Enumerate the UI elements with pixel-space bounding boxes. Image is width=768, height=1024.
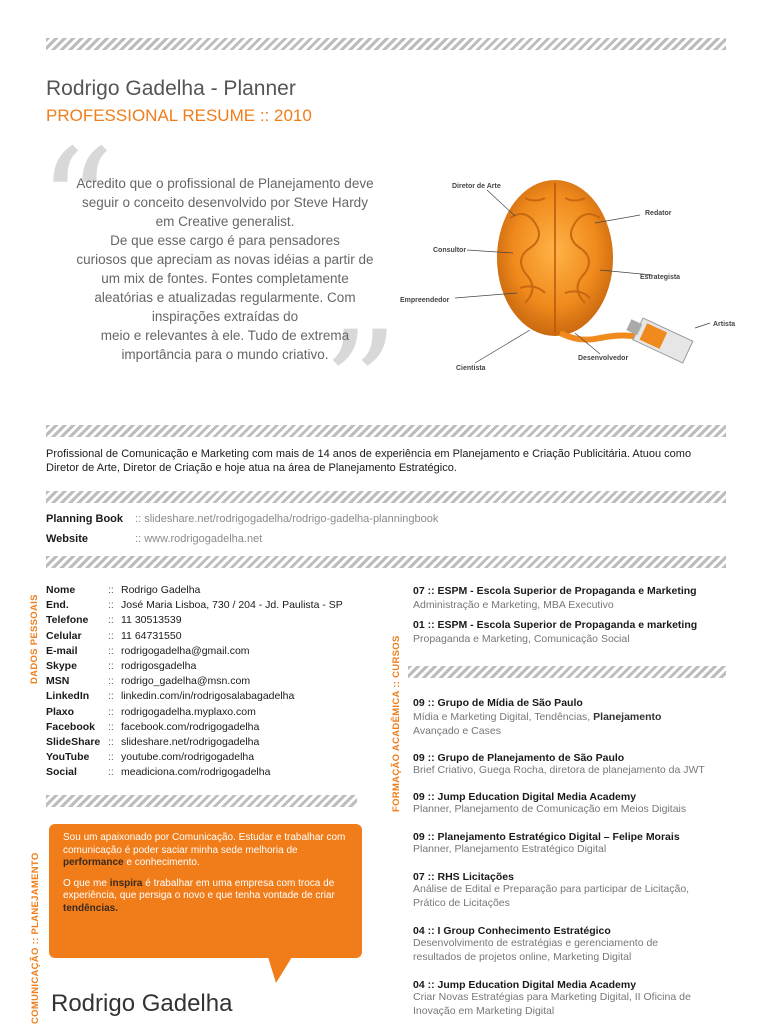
- personal-key: SlideShare: [46, 735, 101, 748]
- brain-label: Empreendedor: [400, 297, 450, 304]
- course-desc-text: Mídia e Marketing Digital, Tendências,: [413, 711, 594, 723]
- personal-value: 11 30513539: [121, 614, 182, 627]
- education-desc: Administração e Marketing, MBA Executivo: [413, 599, 614, 611]
- course-title: 07 :: RHS Licitações: [413, 871, 514, 883]
- personal-value: 11 64731550: [121, 629, 182, 642]
- bubble-text: Sou um apaixonado por Comunicação. Estudar e trabalhar com comunicação é poder saciar minha sede melhoria de: [63, 832, 346, 856]
- personal-sep: ::: [108, 751, 114, 764]
- course-entry: [413, 791, 686, 817]
- course-desc: Avançado e Cases: [413, 724, 501, 737]
- course-desc: Prático de Licitações: [413, 896, 510, 909]
- personal-sep: ::: [108, 735, 114, 748]
- brain-label: Artista: [713, 321, 736, 328]
- quote-text: [60, 174, 390, 364]
- education-entry: [413, 585, 697, 613]
- personal-key: MSN: [46, 675, 70, 688]
- quote-line: meio e relevantes à ele. Tudo de extrema: [100, 328, 350, 343]
- divider-stripe: [408, 666, 726, 678]
- personal-row: [46, 736, 343, 751]
- course-desc: resultados de projetos online, Marketing Digital: [413, 950, 632, 963]
- bubble-text: O que me: [63, 877, 110, 889]
- personal-key: End.: [46, 599, 69, 612]
- personal-key: Social: [46, 766, 77, 779]
- course-desc: Planner, Planejamento Estratégico Digital: [413, 843, 607, 855]
- course-entry: [413, 871, 689, 910]
- planning-book-link[interactable]: :: slideshare.net/rodrigogadelha/rodrigo-gadelha-planningbook: [135, 513, 439, 525]
- personal-sep: ::: [108, 614, 114, 627]
- website-label: Website: [46, 533, 88, 545]
- brain-label: Consultor: [433, 247, 467, 254]
- course-title: 09 :: Grupo de Mídia de São Paulo: [413, 697, 583, 709]
- planning-book-row: [46, 513, 438, 525]
- personal-sep: ::: [108, 705, 114, 718]
- quote-line: importância para o mundo criativo.: [121, 347, 329, 362]
- personal-data-table: [46, 584, 343, 781]
- course-desc-highlight: Planejamento: [593, 711, 662, 723]
- brain-label: Desenvolvedor: [578, 355, 629, 362]
- close-quote-icon: ”: [322, 300, 399, 474]
- divider-stripe: [46, 38, 726, 50]
- personal-key: LinkedIn: [46, 690, 90, 703]
- course-title: 09 :: Grupo de Planejamento de São Paulo: [413, 752, 625, 764]
- bubble-text: é trabalhar em uma empresa com troca de experiência, que persiga o novo e que tenha vontade de criar: [63, 877, 335, 901]
- quote-line: Acredito que o profissional de Planejamento deve: [76, 176, 374, 191]
- course-title: 04 :: Jump Education Digital Media Academy: [413, 979, 637, 991]
- planning-book-label: Planning Book: [46, 513, 123, 525]
- personal-row: [46, 645, 343, 660]
- bubble-highlight: inspira: [109, 877, 143, 889]
- brain-label: Diretor de Arte: [452, 183, 501, 190]
- education-desc: Propaganda e Marketing, Comunicação Social: [413, 633, 630, 645]
- personal-row: [46, 706, 343, 721]
- personal-key: Celular: [46, 629, 82, 642]
- personal-sep: ::: [108, 584, 114, 596]
- personal-key: Skype: [46, 659, 77, 672]
- brain-label: Cientista: [456, 365, 486, 372]
- website-row: [46, 533, 262, 545]
- quote-line: seguir o conceito desenvolvido por Steve Hardy: [82, 195, 368, 210]
- education-entry: [413, 619, 697, 647]
- personal-row: [46, 630, 343, 645]
- website-link[interactable]: :: www.rodrigogadelha.net: [135, 533, 263, 545]
- bubble-highlight: performance: [63, 857, 124, 868]
- course-entry: [413, 752, 705, 778]
- divider-stripe: [46, 491, 726, 503]
- course-entry: [413, 831, 680, 857]
- personal-key: YouTube: [46, 751, 90, 764]
- personal-sep: ::: [108, 659, 114, 672]
- personal-row: [46, 660, 343, 675]
- footer-name: Rodrigo Gadelha: [51, 990, 233, 1017]
- bubble-text: e conhecimento.: [123, 857, 200, 868]
- personal-sep: ::: [108, 644, 114, 657]
- page-title: Rodrigo Gadelha - Planner: [46, 77, 296, 100]
- personal-key: Plaxo: [46, 705, 75, 718]
- personal-row: [46, 690, 343, 705]
- course-desc: [413, 711, 661, 725]
- education-title: 07 :: ESPM - Escola Superior de Propaganda e Marketing: [413, 585, 697, 597]
- course-entry: [413, 697, 661, 738]
- subtitle-year: 2010: [274, 106, 312, 125]
- bubble-highlight: tendências.: [63, 902, 119, 914]
- divider-stripe: [46, 795, 357, 807]
- personal-value[interactable]: facebook.com/rodrigogadelha: [121, 720, 260, 733]
- personal-row: [46, 599, 343, 614]
- personal-row: [46, 584, 343, 599]
- course-title: 04 :: I Group Conhecimento Estratégico: [413, 925, 611, 937]
- personal-key: Telefone: [46, 614, 89, 627]
- personal-value: rodrigosgadelha: [121, 659, 197, 672]
- quote-line: curiosos que apreciam as novas idéias a partir de: [76, 252, 374, 267]
- bubble-paragraph: [63, 878, 348, 916]
- personal-row: [46, 614, 343, 629]
- course-entry: [413, 925, 658, 964]
- personal-sep: ::: [108, 629, 114, 642]
- personal-row: [46, 751, 343, 766]
- brain-illustration: [395, 158, 755, 388]
- personal-value[interactable]: youtube.com/rodrigogadelha: [121, 751, 255, 764]
- personal-value[interactable]: meadiciona.com/rodrigogadelha: [121, 766, 271, 779]
- personal-row: [46, 675, 343, 690]
- personal-value[interactable]: slideshare.net/rodrigogadelha: [121, 735, 260, 748]
- course-desc: Inovação em Marketing Digital: [413, 1004, 555, 1017]
- divider-stripe: [46, 556, 726, 568]
- brain-illustration-svg: [395, 158, 755, 388]
- quote-line: inspirações extraídas do: [151, 309, 299, 324]
- section-label-formacao: FORMAÇÃO ACADÊMICA :: CURSOS: [391, 635, 402, 812]
- quote-line: aleatórias e atualizadas regularmente. Com: [94, 290, 356, 305]
- speech-bubble-tail: [268, 957, 292, 983]
- quote-line: em Creative generalist.: [155, 214, 295, 229]
- personal-row: [46, 721, 343, 736]
- personal-sep: ::: [108, 675, 114, 688]
- course-title: 09 :: Planejamento Estratégico Digital – Felipe Morais: [413, 831, 680, 843]
- quote-line: um mix de fontes. Fontes completamente: [101, 271, 349, 286]
- section-label-dados: DADOS PESSOAIS: [29, 594, 40, 684]
- personal-sep: ::: [108, 599, 114, 612]
- subtitle-main: PROFESSIONAL RESUME: [46, 106, 256, 125]
- section-label-comunicacao: COMUNICAÇÃO :: PLANEJAMENTO: [30, 852, 41, 1024]
- personal-key: Nome: [46, 584, 76, 596]
- course-desc: Desenvolvimento de estratégias e gerenciamento de: [413, 937, 659, 949]
- course-entry: [413, 979, 691, 1018]
- personal-key: Facebook: [46, 720, 96, 733]
- personal-sep: ::: [108, 690, 114, 703]
- personal-value: Rodrigo Gadelha: [121, 584, 201, 596]
- course-desc: Planner, Planejamento de Comunicação em Meios Digitais: [413, 803, 687, 815]
- profile-speech-bubble: [49, 824, 362, 958]
- personal-value[interactable]: linkedin.com/in/rodrigosalabagadelha: [121, 690, 295, 703]
- personal-row: [46, 766, 343, 781]
- intro-paragraph: Profissional de Comunicação e Marketing com mais de 14 anos de experiência em Planejamento e Criação Publicitária. Atuou como Diretor de Arte, Diretor de Criação e hoje atua na área de Planejamento Estratégico.: [46, 448, 692, 474]
- personal-value: rodrigo_gadelha@msn.com: [121, 675, 251, 688]
- personal-value[interactable]: rodrigogadelha.myplaxo.com: [121, 705, 256, 718]
- quote-line: De que esse cargo é para pensadores: [110, 233, 340, 248]
- personal-value: José Maria Lisboa, 730 / 204 - Jd. Paulista - SP: [121, 599, 343, 612]
- paint-tube-icon: [624, 314, 693, 363]
- course-desc: Brief Criativo, Guega Rocha, diretora de planejamento da JWT: [413, 764, 705, 776]
- education-title: 01 :: ESPM - Escola Superior de Propaganda e marketing: [413, 619, 698, 631]
- course-desc: Análise de Edital e Preparação para participar de Licitação,: [413, 883, 690, 895]
- course-desc: Criar Novas Estratégias para Marketing Digital, II Oficina de: [413, 991, 691, 1003]
- brain-label: Estrategista: [640, 274, 681, 281]
- brain-label: Redator: [645, 210, 672, 217]
- personal-key: E-mail: [46, 644, 78, 657]
- course-title: 09 :: Jump Education Digital Media Academy: [413, 791, 637, 803]
- bubble-paragraph: [63, 832, 348, 870]
- open-quote-icon: “: [38, 118, 115, 292]
- personal-sep: ::: [108, 766, 114, 779]
- personal-sep: ::: [108, 720, 114, 733]
- personal-value[interactable]: rodrigogadelha@gmail.com: [121, 644, 250, 657]
- subtitle-separator: ::: [259, 106, 270, 125]
